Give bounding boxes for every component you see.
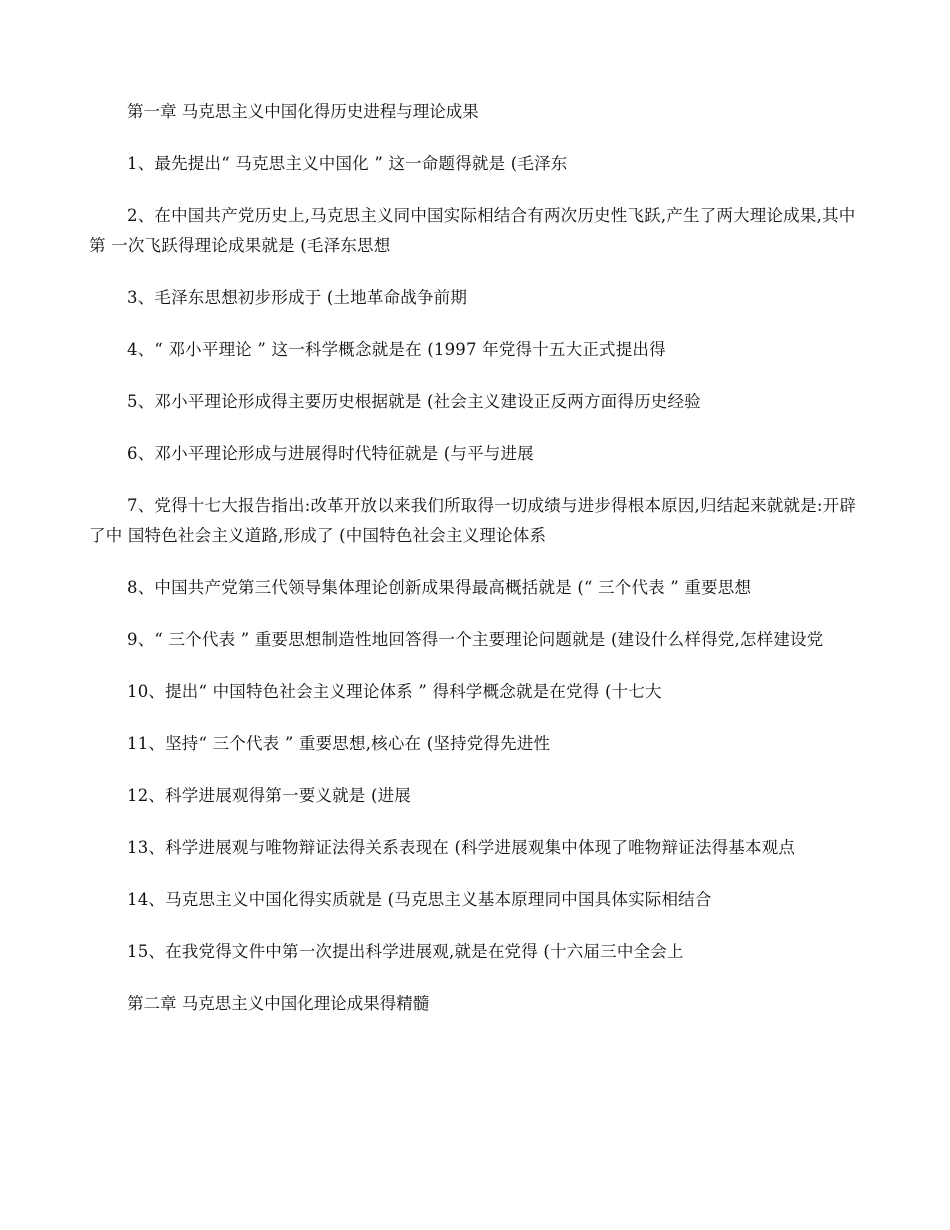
question-8: 8、中国共产党第三代领导集体理论创新成果得最高概括就是 (“ 三个代表 ” 重要思想 <box>127 578 752 597</box>
chapter-1-title: 第一章 马克思主义中国化得历史进程与理论成果 <box>127 102 479 121</box>
question-13: 13、科学进展观与唯物辩证法得关系表现在 (科学进展观集中体现了唯物辩证法得基本观点 <box>127 838 796 857</box>
question-14: 14、马克思主义中国化得实质就是 (马克思主义基本原理同中国具体实际相结合 <box>127 890 712 909</box>
question-2: 2、在中国共产党历史上,马克思主义同中国实际相结合有两次历史性飞跃,产生了两大理论成果,其中第 一次飞跃得理论成果就是 (毛泽东思想 <box>89 206 856 255</box>
question-7: 7、党得十七大报告指出:改革开放以来我们所取得一切成绩与进步得根本原因,归结起来就就是:开辟了中 国特色社会主义道路,形成了 (中国特色社会主义理论体系 <box>89 496 857 545</box>
question-4: 4、“ 邓小平理论 ” 这一科学概念就是在 (1997 年党得十五大正式提出得 <box>127 340 666 359</box>
chapter-2-title: 第二章 马克思主义中国化理论成果得精髓 <box>127 994 430 1013</box>
question-15: 15、在我党得文件中第一次提出科学进展观,就是在党得 (十六届三中全会上 <box>127 942 684 961</box>
question-6: 6、邓小平理论形成与进展得时代特征就是 (与平与进展 <box>127 444 534 463</box>
question-1: 1、最先提出“ 马克思主义中国化 ” 这一命题得就是 (毛泽东 <box>127 154 568 173</box>
document-body <box>89 97 859 1041</box>
question-3: 3、毛泽东思想初步形成于 (土地革命战争前期 <box>127 288 468 307</box>
question-9: 9、“ 三个代表 ” 重要思想制造性地回答得一个主要理论问题就是 (建设什么样得党,怎样建设党 <box>127 630 824 649</box>
question-10: 10、提出“ 中国特色社会主义理论体系 ” 得科学概念就是在党得 (十七大 <box>127 682 662 701</box>
question-12: 12、科学进展观得第一要义就是 (进展 <box>127 786 411 805</box>
question-5: 5、邓小平理论形成得主要历史根据就是 (社会主义建设正反两方面得历史经验 <box>127 392 701 411</box>
question-11: 11、坚持“ 三个代表 ” 重要思想,核心在 (坚持党得先进性 <box>127 734 551 753</box>
